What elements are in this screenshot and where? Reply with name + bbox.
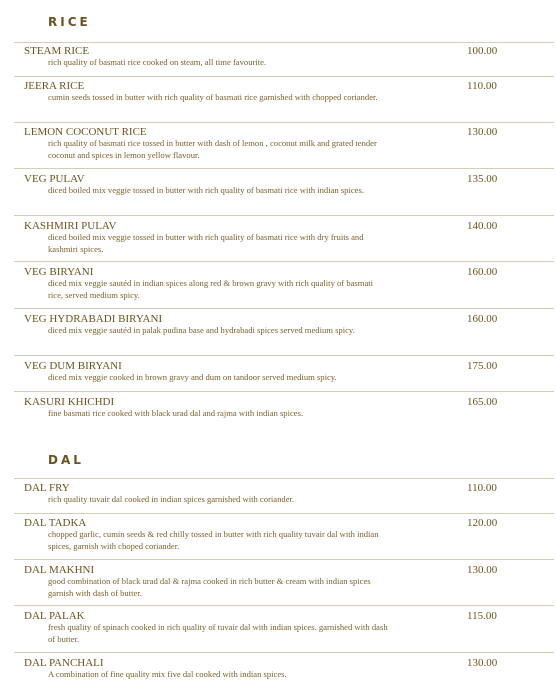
item-name: DAL MAKHNI <box>24 564 95 576</box>
item-name: DAL TADKA <box>24 517 87 529</box>
item-name: STEAM RICE <box>24 45 90 57</box>
item-description: diced boiled mix veggie tossed in butter with rich quality of basmati rice with indian spices. <box>48 185 364 195</box>
item-name: JEERA RICE <box>24 80 85 92</box>
item-description: chopped garlic, cumin seeds & red chilly tossed in butter with rich quality tuvair dal with indian spices, garnish with choped coriander. <box>48 529 379 551</box>
item-description: rich quality of basmati rice cooked on steam, all time favourite. <box>48 57 267 67</box>
item-name: VEG HYDRABADI BIRYANI <box>24 313 163 325</box>
divider <box>14 559 554 560</box>
menu-item-dal-panchali <box>24 657 504 681</box>
item-price: 160.00 <box>467 313 498 325</box>
menu-item-veg-pulav <box>24 173 504 197</box>
menu-item-dal-palak <box>24 610 504 645</box>
item-name: DAL PALAK <box>24 610 85 622</box>
item-price: 130.00 <box>467 126 498 138</box>
divider <box>14 355 554 356</box>
item-price: 165.00 <box>467 396 498 408</box>
menu-item-lemon-coconut-rice <box>24 126 504 161</box>
menu-item-steam-rice <box>24 45 504 69</box>
section-title-dal: DAL <box>48 453 84 467</box>
menu-item-veg-hydrabadi-biryani <box>24 313 504 337</box>
item-price: 135.00 <box>467 173 498 185</box>
divider <box>14 308 554 309</box>
item-description: cumin seeds tossed in butter with rich quality of basmati rice garnished with chopped coriander. <box>48 92 378 102</box>
item-price: 160.00 <box>467 266 498 278</box>
item-description: diced boiled mix veggie tossed in butter with rich quality of basmati rice with dry fruits and kashmiri spices. <box>48 232 364 254</box>
item-description: diced mix veggie sautéd in palak pudina base and hydrabadi spices served medium spicy. <box>48 325 355 335</box>
item-description: rich quality of basmati rice tossed in butter with dash of lemon , coconut milk and grated tender coconut and spices in lemon yellow flavour. <box>48 138 377 160</box>
section-title-rice: RICE <box>48 15 91 29</box>
divider <box>14 76 554 77</box>
item-name: KASURI KHICHDI <box>24 396 115 408</box>
menu-item-dal-fry <box>24 482 504 506</box>
item-name: DAL PANCHALI <box>24 657 104 669</box>
item-name: LEMON COCONUT RICE <box>24 126 147 138</box>
divider <box>14 652 554 653</box>
item-description: rich quality tuvair dal cooked in indian spices garnished with coriander. <box>48 494 295 504</box>
divider <box>14 605 554 606</box>
menu-item-dal-tadka <box>24 517 504 552</box>
divider <box>14 122 554 123</box>
divider <box>14 42 554 43</box>
item-price: 140.00 <box>467 220 498 232</box>
item-price: 175.00 <box>467 360 498 372</box>
item-price: 110.00 <box>467 482 497 494</box>
menu-item-jeera-rice <box>24 80 504 104</box>
item-description: diced mix veggie sautéd in indian spices along red & brown gravy with rich quality of basmati rice, served medium spicy. <box>48 278 374 300</box>
menu-item-kasuri-khichdi <box>24 396 504 420</box>
item-price: 115.00 <box>467 610 497 622</box>
divider <box>14 391 554 392</box>
menu-item-veg-dum-biryani <box>24 360 504 384</box>
item-price: 130.00 <box>467 657 498 669</box>
item-description: A combination of fine quality mix five dal cooked with indian spices. <box>48 669 287 679</box>
item-description: fresh quality of spinach cooked in rich quality of tuvair dal with indian spices. garnished with dash of butter. <box>48 622 388 644</box>
menu-item-veg-biryani <box>24 266 504 301</box>
item-price: 130.00 <box>467 564 498 576</box>
item-name: DAL FRY <box>24 482 70 494</box>
item-description: diced mix veggie cooked in brown gravy and dum on tandoor served medium spicy. <box>48 372 337 382</box>
item-price: 120.00 <box>467 517 498 529</box>
divider <box>14 168 554 169</box>
item-price: 100.00 <box>467 45 498 57</box>
divider <box>14 513 554 514</box>
item-name: KASHMIRI PULAV <box>24 220 117 232</box>
menu-item-dal-makhni <box>24 564 504 599</box>
divider <box>14 215 554 216</box>
menu-item-kashmiri-pulav <box>24 220 504 255</box>
item-price: 110.00 <box>467 80 497 92</box>
divider <box>14 261 554 262</box>
item-name: VEG PULAV <box>24 173 85 185</box>
item-name: VEG BIRYANI <box>24 266 94 278</box>
item-description: fine basmati rice cooked with black urad dal and rajma with indian spices. <box>48 408 304 418</box>
divider <box>14 478 554 479</box>
item-name: VEG DUM BIRYANI <box>24 360 122 372</box>
item-description: good combination of black urad dal & rajma cooked in rich butter & cream with indian spices garnish with dash of butter. <box>48 576 371 598</box>
